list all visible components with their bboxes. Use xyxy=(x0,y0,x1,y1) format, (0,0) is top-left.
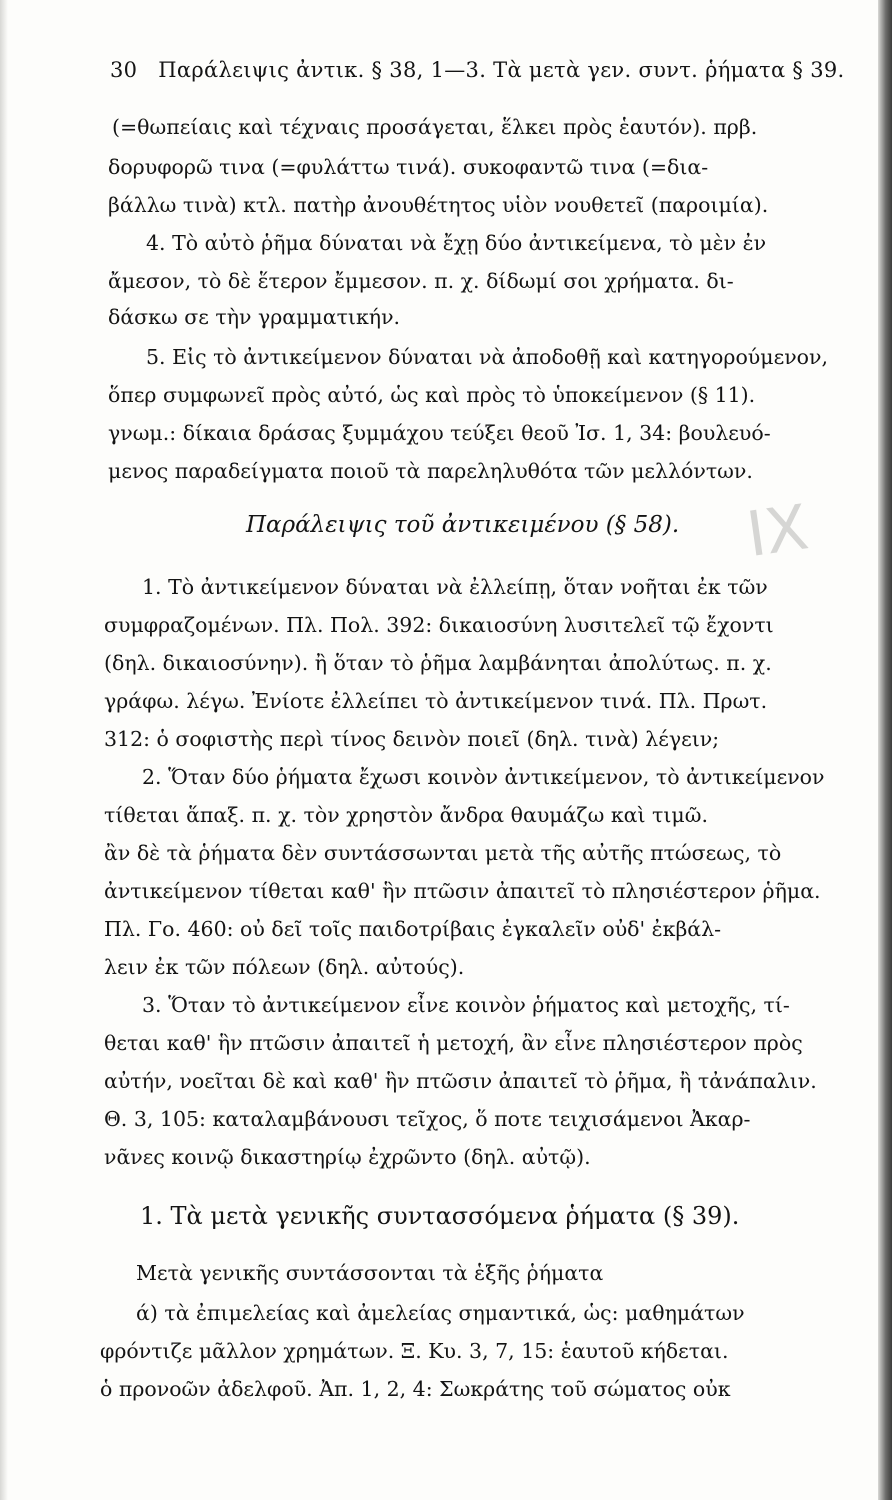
text-line: 3. Ὅταν τὸ ἀντικείμενον εἶνε κοινὸν ῥήματος καὶ μετοχῆς, τί- xyxy=(142,993,790,1017)
text-line: συμφραζομένων. Πλ. Πολ. 392: δικαιοσύνη λυσιτελεῖ τῷ ἔχοντι xyxy=(104,613,774,637)
text-line: ὁ προνοῶν ἀδελφοῦ. Ἀπ. 1, 2, 4: Σωκράτης τοῦ σώματος οὐκ xyxy=(100,1377,731,1401)
text-line: μενος παραδείγματα ποιοῦ τὰ παρεληλυθότα τῶν μελλόντων. xyxy=(108,459,753,483)
text-line: γράφω. λέγω. Ἐνίοτε ἐλλείπει τὸ ἀντικείμενον τινά. Πλ. Πρωτ. xyxy=(104,689,768,713)
text-line: δορυφορῶ τινα (=φυλάττω τινά). συκοφαντῶ τινα (=δια- xyxy=(108,155,709,179)
text-line: τίθεται ἅπαξ. π. χ. τὸν χρηστὸν ἄνδρα θαυμάζω καὶ τιμῶ. xyxy=(104,803,708,827)
page-edge-shadow xyxy=(0,0,8,1500)
text-line: ἀντικείμενον τίθεται καθ' ἣν πτῶσιν ἀπαιτεῖ τὸ πλησιέστερον ῥῆμα. xyxy=(104,879,821,903)
text-line: 2. Ὅταν δύο ῥήματα ἔχωσι κοινὸν ἀντικείμενον, τὸ ἀντικείμενον xyxy=(142,765,825,789)
text-line: 1. Τὸ ἀντικείμενον δύναται νὰ ἐλλείπῃ, ὅταν νοῆται ἐκ τῶν xyxy=(142,575,768,599)
running-title: Παράλειψις ἀντικ. § 38, 1—3. Τὰ μετὰ γεν. συντ. ῥήματα § 39. xyxy=(158,58,845,82)
text-line: νᾶνες κοινῷ δικαστηρίῳ ἐχρῶντο (δηλ. αὐτῷ). xyxy=(104,1145,591,1169)
text-line: ὅπερ συμφωνεῖ πρὸς αὐτό, ὡς καὶ πρὸς τὸ ὑποκείμενον (§ 11). xyxy=(108,383,756,407)
text-line: γνωμ.: δίκαια δράσας ξυμμάχου τεύξει θεοῦ Ἰσ. 1, 34: βουλευό- xyxy=(108,421,771,445)
text-line: λειν ἐκ τῶν πόλεων (δηλ. αὐτούς). xyxy=(104,955,465,979)
text-line: ἄμεσον, τὸ δὲ ἕτερον ἔμμεσον. π. χ. δίδωμί σοι χρήματα. δι- xyxy=(108,269,734,293)
text-line: 5. Εἰς τὸ ἀντικείμενον δύναται νὰ ἀποδοθῇ καὶ κατηγορούμενον, xyxy=(146,345,828,369)
text-line: ά) τὰ ἐπιμελείας καὶ ἀμελείας σημαντικά, ὡς: μαθημάτων xyxy=(136,1301,745,1325)
text-line: (=θωπείαις καὶ τέχναις προσάγεται, ἕλκει πρὸς ἑαυτόν). πρβ. xyxy=(112,115,758,139)
text-line: βάλλω τινὰ) κτλ. πατὴρ ἀνουθέτητος υἱὸν νουθετεῖ (παροιμία). xyxy=(108,193,769,217)
text-line: Πλ. Γο. 460: οὐ δεῖ τοῖς παιδοτρίβαις ἐγκαλεῖν οὐδ' ἐκβάλ- xyxy=(104,917,722,941)
text-line: αὐτήν, νοεῖται δὲ καὶ καθ' ἣν πτῶσιν ἀπαιτεῖ τὸ ῥῆμα, ἢ τἀνάπαλιν. xyxy=(104,1069,817,1093)
section-heading: Παράλειψις τοῦ ἀντικειμένου (§ 58). xyxy=(246,512,680,538)
page-number: 30 xyxy=(110,58,138,82)
text-line: Μετὰ γενικῆς συντάσσονται τὰ ἑξῆς ῥήματα xyxy=(136,1261,604,1285)
text-line: δάσκω σε τὴν γραμματικήν. xyxy=(108,305,401,329)
book-binding-edge xyxy=(878,0,892,1500)
running-header xyxy=(110,58,845,82)
section-heading-39: 1. Τὰ μετὰ γενικῆς συντασσόμενα ῥήματα (§ 39). xyxy=(140,1202,740,1230)
text-line: ἂν δὲ τὰ ῥήματα δὲν συντάσσωνται μετὰ τῆς αὐτῆς πτώσεως, τὸ xyxy=(104,841,782,865)
text-line: Θ. 3, 105: καταλαμβάνουσι τεῖχος, ὅ ποτε τειχισάμενοι Ἀκαρ- xyxy=(104,1107,751,1131)
text-line: 312: ὁ σοφιστὴς περὶ τίνος δεινὸν ποιεῖ (δηλ. τινὰ) λέγειν; xyxy=(104,727,720,751)
text-line: φρόντιζε μᾶλλον χρημάτων. Ξ. Κυ. 3, 7, 15: ἑαυτοῦ κήδεται. xyxy=(100,1339,729,1363)
handwritten-mark: IX xyxy=(742,490,813,572)
text-line: θεται καθ' ἣν πτῶσιν ἀπαιτεῖ ἡ μετοχή, ἂν εἶνε πλησιέστερον πρὸς xyxy=(104,1031,803,1055)
text-line: (δηλ. δικαιοσύνην). ἢ ὅταν τὸ ῥῆμα λαμβάνηται ἀπολύτως. π. χ. xyxy=(104,651,772,675)
text-line: 4. Τὸ αὐτὸ ῥῆμα δύναται νὰ ἔχῃ δύο ἀντικείμενα, τὸ μὲν ἐν xyxy=(146,231,767,255)
